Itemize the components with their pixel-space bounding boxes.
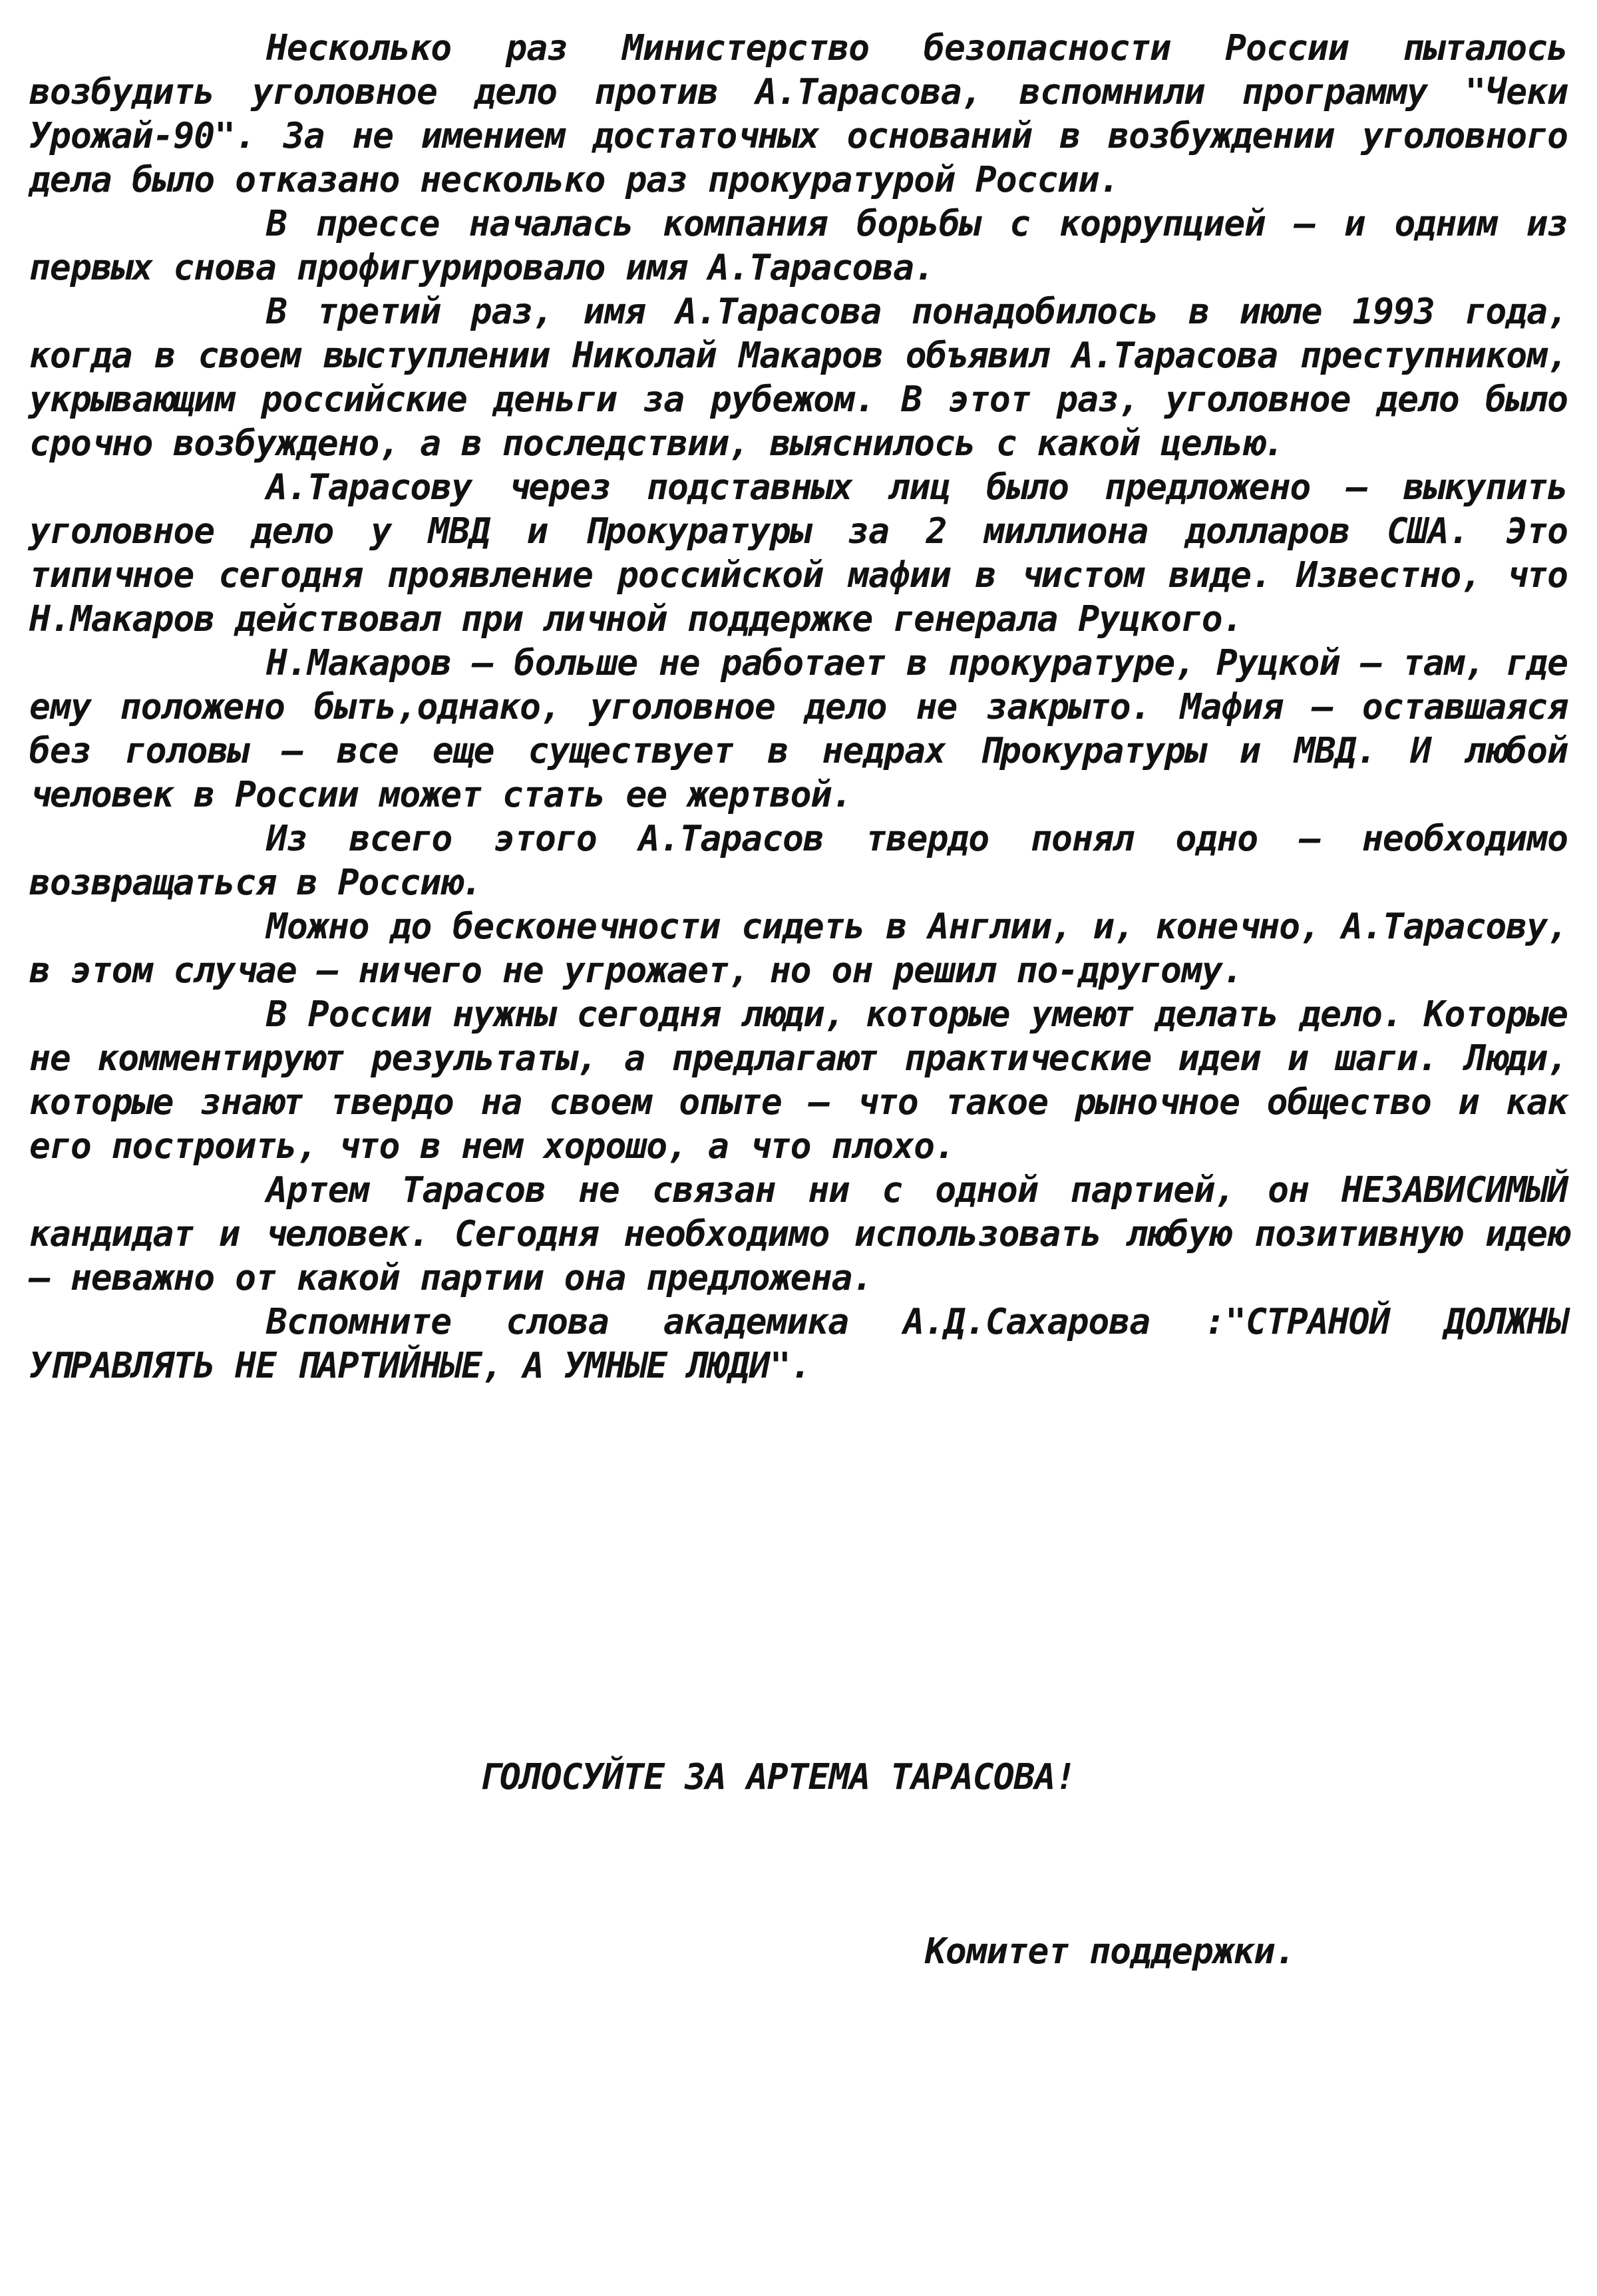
letter-body <box>29 27 1568 1388</box>
paragraph-2: В прессе началась компания борьбы с коррупцией – и одним из первых снова профигурировало имя А.Тарасова. <box>29 204 1568 288</box>
paragraph-8: В России нужны сегодня люди, которые умеют делать дело. Которые не комментируют результаты, а предлагают практические идеи и шаги. Люди, которые знают твердо на своем опыте – что такое рыночное общество и как его построить, что в нем хорошо, а что плохо. <box>29 994 1568 1167</box>
paragraph-9: Артем Тарасов не связан ни с одной партией, он НЕЗАВИСИМЫЙ кандидат и человек. Сегодня необходимо использовать любую позитивную идею – неважно от какой партии она предложена. <box>29 1170 1568 1298</box>
paragraph-1: Несколько раз Министерство безопасности России пыталось возбудить уголовное дело против А.Тарасова, вспомнили программу "Чеки Урожай-90". За не имением достаточных оснований в возбуждении уголовного дела было отказано несколько раз прокуратурой России. <box>29 28 1568 200</box>
paragraph-5: Н.Макаров – больше не работает в прокуратуре, Руцкой – там, где ему положено быть,однако, уголовное дело не закрыто. Мафия – оставшаяся без головы – все еще существует в недрах Прокуратуры и МВД. И любой человек в России может стать ее жертвой. <box>29 643 1568 815</box>
paragraph-10: Вспомните слова академика А.Д.Сахарова :"СТРАНОЙ ДОЛЖНЫ УПРАВЛЯТЬ НЕ ПАРТИЙНЫЕ, А УМНЫЕ ЛЮДИ". <box>29 1302 1568 1386</box>
paragraph-4: А.Тарасову через подставных лиц было предложено – выкупить уголовное дело у МВД и Прокуратуры за 2 миллиона долларов США. Это типичное сегодня проявление российской мафии в чистом виде. Известно, что Н.Макаров действовал при личной поддержке генерала Руцкого. <box>29 467 1568 640</box>
paragraph-6: Из всего этого А.Тарасов твердо понял одно – необходимо возвращаться в Россию. <box>29 819 1568 903</box>
paragraph-7: Можно до бесконечности сидеть в Англии, и, конечно, А.Тарасову, в этом случае – ничего не угрожает, но он решил по-другому. <box>29 906 1568 991</box>
vote-slogan: ГОЛОСУЙТЕ ЗА АРТЕМА ТАРАСОВА! <box>479 1757 1076 1798</box>
paragraph-3: В третий раз, имя А.Тарасова понадобилось в июле 1993 года, когда в своем выступлении Николай Макаров объявил А.Тарасова преступником, укрывающим российские деньги за рубежом. В этот раз, уголовное дело было срочно возбуждено, а в последствии, выяснилось с какой целью. <box>29 291 1568 464</box>
signature: Комитет поддержки. <box>925 1931 1296 1972</box>
